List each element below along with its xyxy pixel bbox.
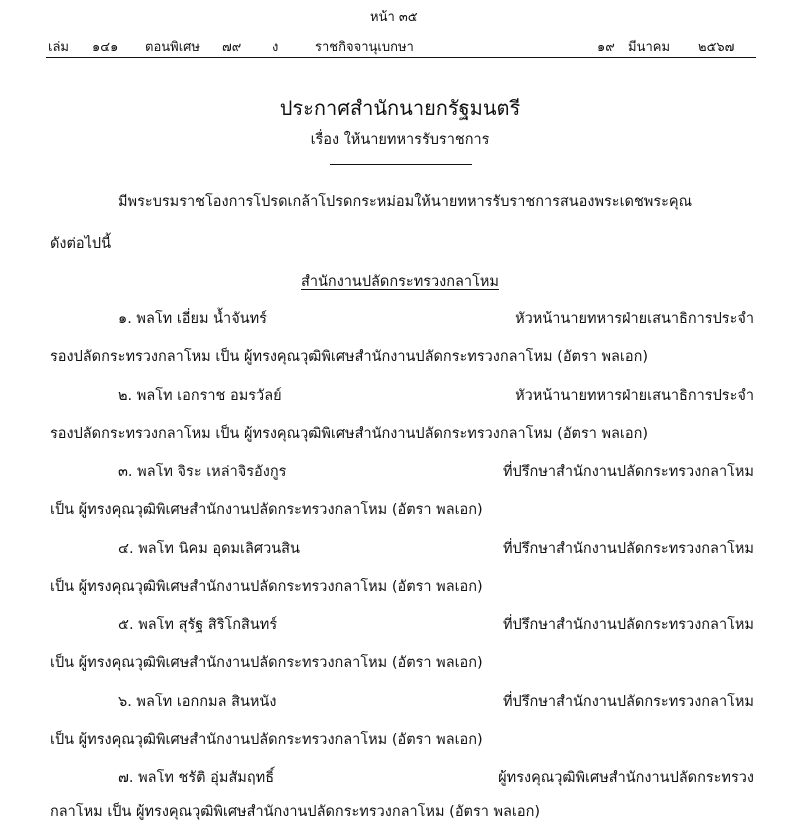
volume-number: ๑๔๑ (92, 40, 119, 55)
entry-1-position: หัวหน้านายทหารฝ่ายเสนาธิการประจำ (515, 311, 754, 327)
header-rule (46, 57, 756, 58)
entry-6-position: ที่ปรึกษาสำนักงานปลัดกระทรวงกลาโหม (503, 694, 754, 710)
entry-5-position: ที่ปรึกษาสำนักงานปลัดกระทรวงกลาโหม (503, 617, 754, 633)
entry-4-continuation: เป็น ผู้ทรงคุณวุฒิพิเศษสำนักงานปลัดกระทรวงกลาโหม (อัตรา พลเอก) (50, 579, 483, 595)
section-label: ตอนพิเศษ (145, 40, 200, 55)
title-divider (330, 164, 472, 165)
entry-5-name: ๕. พลโท สุรัฐ สิริโกสินทร์ (118, 617, 278, 633)
entry-4-position: ที่ปรึกษาสำนักงานปลัดกระทรวงกลาโหม (503, 541, 754, 557)
entry-2-position: หัวหน้านายทหารฝ่ายเสนาธิการประจำ (515, 388, 754, 404)
entry-7-continuation: กลาโหม เป็น ผู้ทรงคุณวุฒิพิเศษสำนักงานปลัดกระทรวงกลาโหม (อัตรา พลเอก) (50, 804, 541, 820)
entry-3-position: ที่ปรึกษาสำนักงานปลัดกระทรวงกลาโหม (503, 464, 754, 480)
gazette-name: ราชกิจจานุเบกษา (315, 40, 414, 55)
entry-1-continuation: รองปลัดกระทรวงกลาโหม เป็น ผู้ทรงคุณวุฒิพิเศษสำนักงานปลัดกระทรวงกลาโหม (อัตรา พลเอก) (50, 349, 649, 365)
entry-2-continuation: รองปลัดกระทรวงกลาโหม เป็น ผู้ทรงคุณวุฒิพิเศษสำนักงานปลัดกระทรวงกลาโหม (อัตรา พลเอก) (50, 426, 649, 442)
entry-2-name: ๒. พลโท เอกราช อมรวัลย์ (118, 388, 282, 404)
section-number: ๗๙ (222, 40, 242, 55)
intro-line-2: ดังต่อไปนี้ (50, 236, 112, 252)
volume-label: เล่ม (48, 40, 69, 55)
date-year: ๒๕๖๗ (698, 40, 735, 55)
entry-4-name: ๔. พลโท นิคม อุดมเลิศวนสิน (118, 541, 300, 557)
page-title: ประกาศสำนักนายกรัฐมนตรี (279, 96, 521, 120)
entry-7-name: ๗. พลโท ชรัติ อุ่มสัมฤทธิ์ (118, 770, 275, 786)
entry-3-name: ๓. พลโท จิระ เหล่าจิรอังกูร (118, 464, 287, 480)
entry-7-position: ผู้ทรงคุณวุฒิพิเศษสำนักงานปลัดกระทรวง (498, 770, 754, 786)
entry-6-name: ๖. พลโท เอกกมล สินหนัง (118, 694, 277, 710)
intro-line-1: มีพระบรมราชโองการโปรดเกล้าโปรดกระหม่อมให้นายทหารรับราชการสนองพระเดชพระคุณ (118, 194, 693, 210)
entry-3-continuation: เป็น ผู้ทรงคุณวุฒิพิเศษสำนักงานปลัดกระทรวงกลาโหม (อัตรา พลเอก) (50, 502, 483, 518)
date-month: มีนาคม (628, 40, 671, 55)
entry-1-name: ๑. พลโท เอี่ยม น้ำจันทร์ (118, 311, 267, 327)
page-number: หน้า ๓๕ (370, 10, 418, 25)
section-letter: ง (272, 40, 279, 55)
entry-5-continuation: เป็น ผู้ทรงคุณวุฒิพิเศษสำนักงานปลัดกระทรวงกลาโหม (อัตรา พลเอก) (50, 655, 483, 671)
date-day: ๑๙ (597, 40, 615, 55)
subject-line: เรื่อง ให้นายทหารรับราชการ (310, 132, 490, 148)
entry-6-continuation: เป็น ผู้ทรงคุณวุฒิพิเศษสำนักงานปลัดกระทรวงกลาโหม (อัตรา พลเอก) (50, 732, 483, 748)
org-heading: สำนักงานปลัดกระทรวงกลาโหม (301, 274, 499, 290)
